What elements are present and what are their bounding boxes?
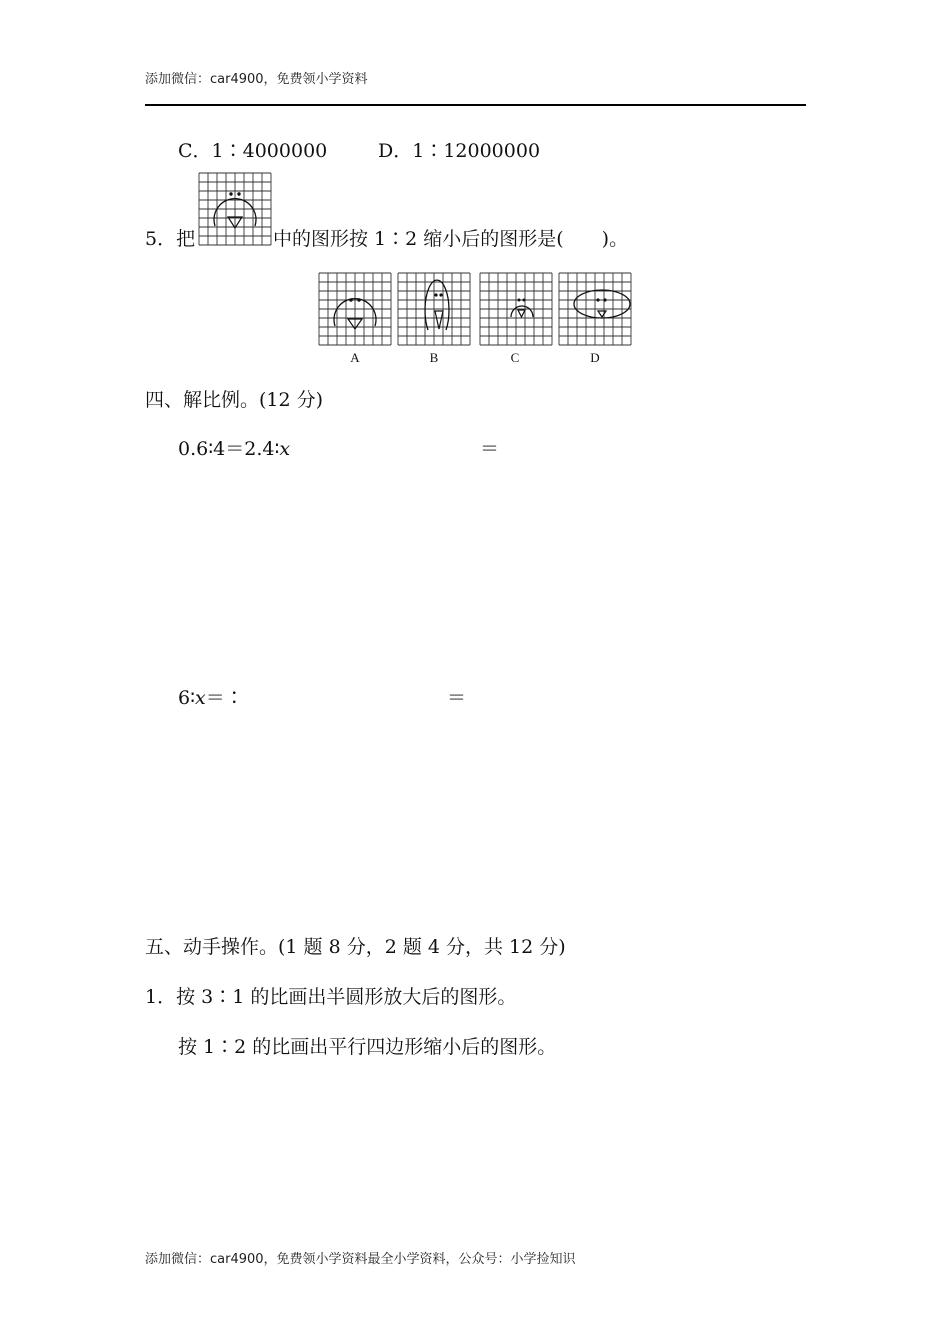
equation-1-left: 0.6∶4＝2.4∶ xyxy=(178,438,280,460)
q5-number: 5．把 xyxy=(145,228,196,250)
section4-title: 四、解比例。(12 分) xyxy=(145,389,324,411)
q5-original-figure xyxy=(199,173,271,245)
choice-b-label: B xyxy=(429,350,439,365)
q5-text: 中的图形按 1∶2 缩小后的图形是( )。 xyxy=(273,228,629,250)
choice-a-label: A xyxy=(350,350,360,365)
section5-item1: 1．按 3∶1 的比画出半圆形放大后的图形。 xyxy=(145,986,517,1008)
option-c: C．1∶4000000 xyxy=(178,140,328,162)
equation-1-variable: x xyxy=(279,438,291,460)
choice-a-figure xyxy=(319,273,391,345)
page-header: 添加微信：car4900，免费领小学资料 xyxy=(145,72,368,87)
choice-c-label: C xyxy=(510,350,520,365)
equation-1 xyxy=(178,437,290,461)
option-d: D．1∶12000000 xyxy=(378,140,541,162)
section5-item1b: 按 1∶2 的比画出平行四边形缩小后的图形。 xyxy=(178,1036,557,1058)
choice-d-label: D xyxy=(590,350,600,365)
choice-b-figure xyxy=(398,273,470,345)
equation-2-left-a: 6∶ xyxy=(178,687,196,709)
equation-2-right: ＝ xyxy=(447,687,467,709)
equation-2-left-b: ＝∶ xyxy=(205,687,244,709)
equation-1-right: ＝ xyxy=(480,438,500,460)
page-footer: 添加微信：car4900，免费领小学资料最全小学资料，公众号：小学捡知识 xyxy=(145,1252,576,1267)
choice-d-figure xyxy=(559,273,631,345)
section5-title: 五、动手操作。(1 题 8 分，2 题 4 分，共 12 分) xyxy=(145,936,566,958)
equation-2 xyxy=(178,686,244,710)
header-rule xyxy=(145,104,806,106)
equation-2-variable: x xyxy=(195,687,206,709)
choice-c-figure xyxy=(480,273,552,345)
